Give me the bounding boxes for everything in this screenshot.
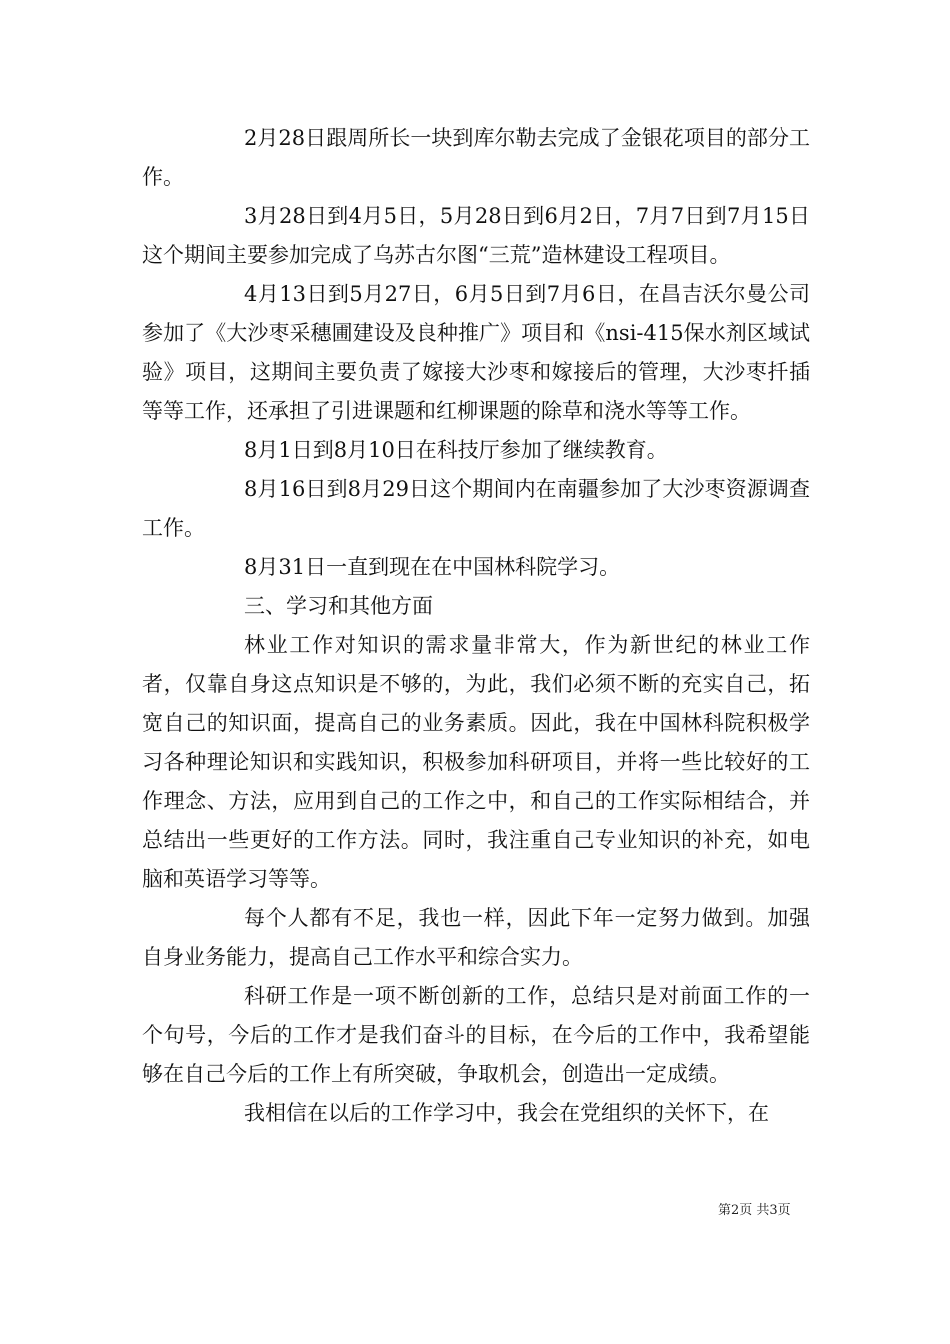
paragraph-research-goals: 科研工作是一项不断创新的工作，总结只是对前面工作的一个句号，今后的工作才是我们奋斗的目标，在今后的工作中，我希望能够在自己今后的工作上有所突破，争取机会，创造出一定成绩。	[142, 984, 810, 1086]
paragraph-shortcomings: 每个人都有不足，我也一样，因此下年一定努力做到。加强自身业务能力，提高自己工作水平和综合实力。	[142, 906, 810, 969]
paragraph-wusu-afforestation: 3月28日到4月5日，5月28日到6月2日，7月7日到7月15日这个期间主要参加完成了乌苏古尔图“三荒”造林建设工程项目。	[142, 204, 810, 267]
paragraph-continuing-education: 8月1日到8月10日在科技厅参加了继续教育。	[244, 438, 668, 462]
paragraph-jinyinhua-project: 2月28日跟周所长一块到库尔勒去完成了金银花项目的部分工作。	[142, 126, 810, 189]
paragraph-changji-projects: 4月13日到5月27日，6月5日到7月6日，在昌吉沃尔曼公司参加了《大沙枣采穗圃建设及良种推广》项目和《nsi-415保水剂区域试验》项目，这期间主要负责了嫁接大沙枣和嫁接后的管理，大沙枣扦插等等工作，还承担了引进课题和红柳课题的除草和浇水等等工作。	[142, 282, 810, 423]
paragraph-knowledge-learning: 林业工作对知识的需求量非常大，作为新世纪的林业工作者，仅靠自身这点知识是不够的，为此，我们必须不断的充实自己，拓宽自己的知识面，提高自己的业务素质。因此，我在中国林科院积极学习各种理论知识和实践知识，积极参加科研项目，并将一些比较好的工作理念、方法，应用到自己的工作之中，和自己的工作实际相结合，并总结出一些更好的工作方法。同时，我注重自己专业知识的补充，如电脑和英语学习等等。	[142, 633, 810, 891]
page-number-footer: 第2页 共3页	[718, 1203, 791, 1218]
paragraph-forestry-academy-study: 8月31日一直到现在在中国林科院学习。	[244, 555, 621, 579]
document-body	[142, 119, 810, 1133]
paragraph-future-outlook: 我相信在以后的工作学习中，我会在党组织的关怀下，在	[244, 1101, 769, 1125]
paragraph-nanjiang-survey: 8月16日到8月29日这个期间内在南疆参加了大沙枣资源调查工作。	[142, 477, 810, 540]
section-heading-study-and-other: 三、学习和其他方面	[244, 594, 433, 618]
